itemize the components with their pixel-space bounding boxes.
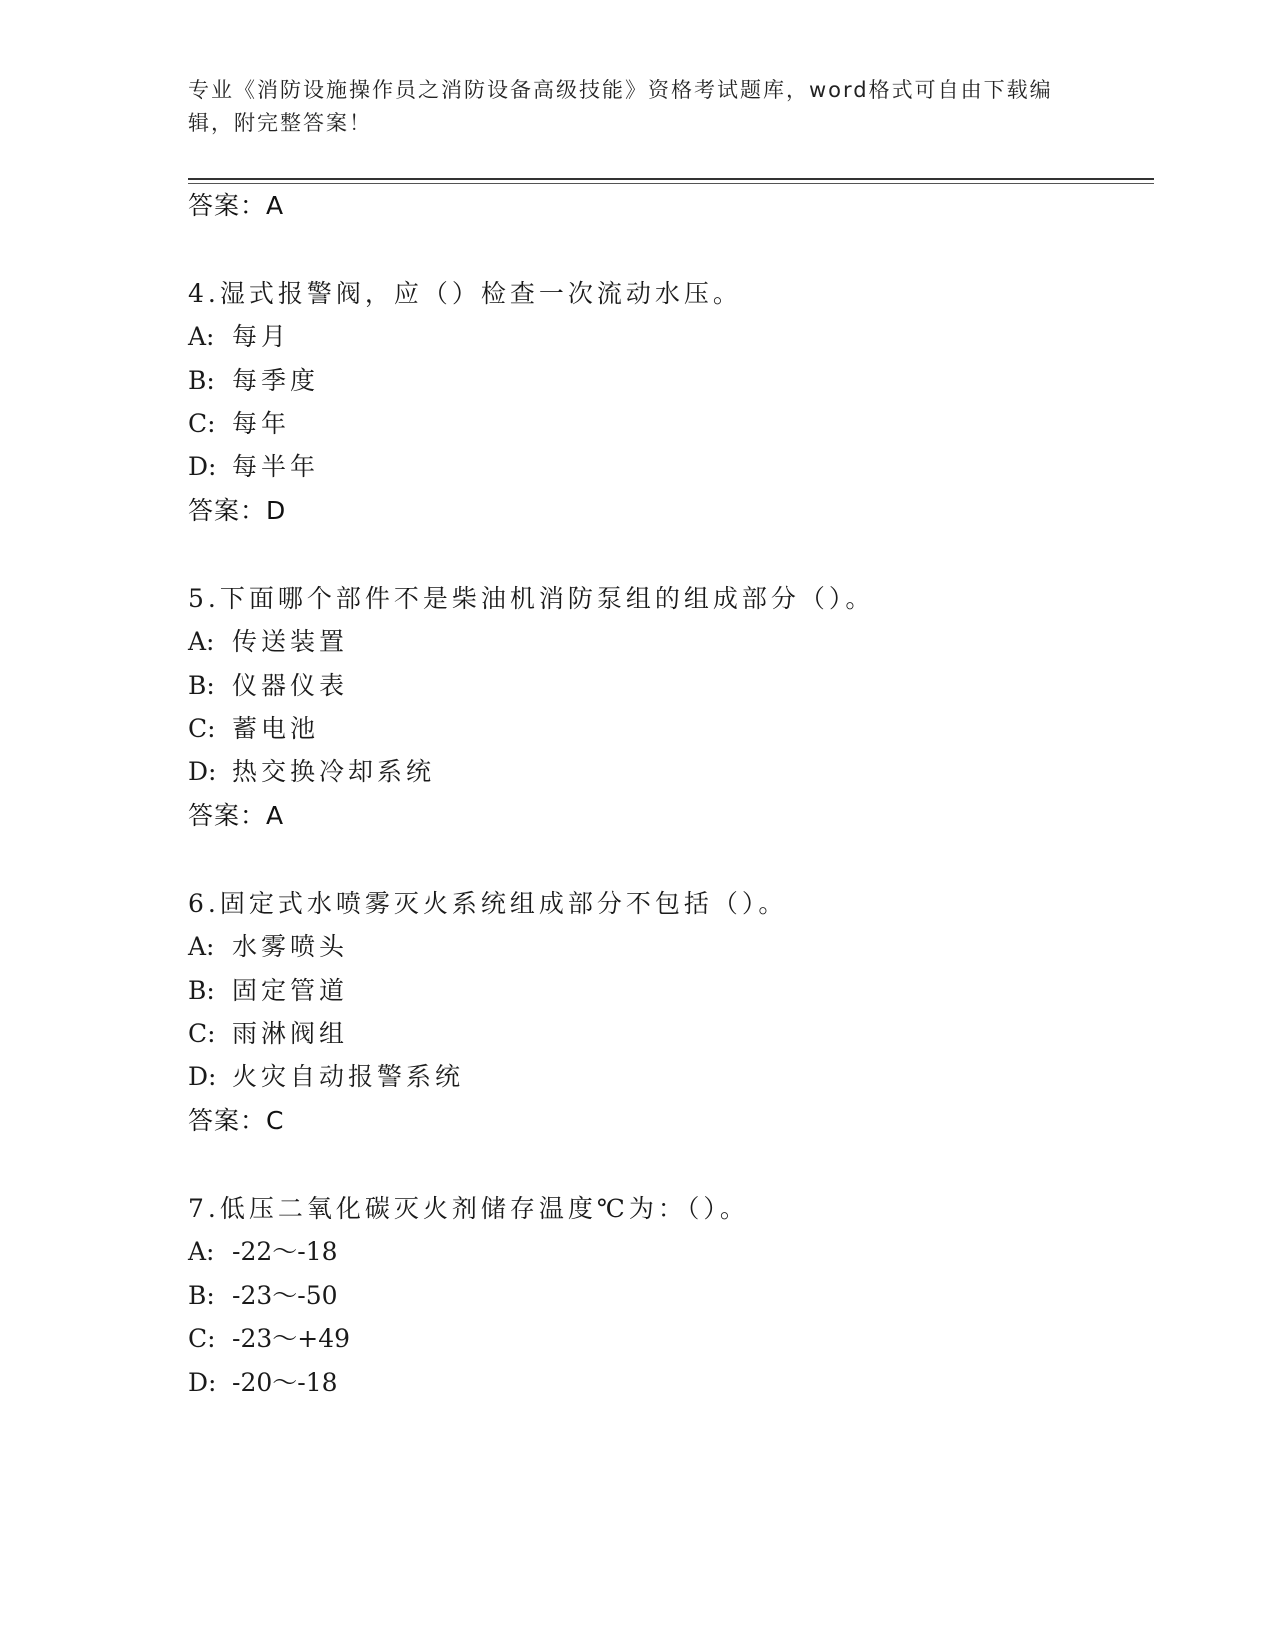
answer-4: 答案：D — [188, 496, 287, 525]
question-4: 4.湿式报警阀，应（）检查一次流动水压。 — [188, 279, 742, 308]
option-letter: A: — [188, 627, 215, 656]
option-letter: A: — [188, 1237, 215, 1266]
option-7d — [188, 1363, 338, 1399]
option-letter: B: — [188, 976, 215, 1005]
question-7: 7.低压二氧化碳灭火剂储存温度℃为：（）。 — [188, 1194, 749, 1223]
option-6d — [188, 1057, 464, 1093]
option-5b — [188, 666, 348, 702]
option-text: 固定管道 — [232, 976, 349, 1005]
option-text: 水雾喷头 — [232, 932, 349, 961]
document-intro: 专业《消防设施操作员之消防设备高级技能》资格考试题库，word格式可自由下载编辑，附完整答案！ — [188, 78, 1053, 135]
answer-prev: 答案：A — [188, 191, 285, 220]
option-letter: C: — [188, 714, 216, 743]
option-letter: D: — [188, 757, 217, 786]
option-text: 每年 — [232, 409, 291, 438]
option-letter: A: — [188, 932, 215, 961]
option-letter: D: — [188, 452, 217, 481]
option-5a — [188, 622, 348, 658]
option-text: 仪器仪表 — [232, 671, 349, 700]
option-letter: B: — [188, 1281, 215, 1310]
option-letter: A: — [188, 322, 215, 351]
option-letter: B: — [188, 366, 215, 395]
option-6b — [188, 971, 348, 1007]
option-5d — [188, 752, 435, 788]
option-text: -22～-18 — [232, 1237, 338, 1266]
answer-5: 答案：A — [188, 801, 285, 830]
option-6a — [188, 927, 348, 963]
option-text: 每季度 — [232, 366, 320, 395]
option-letter: B: — [188, 671, 215, 700]
option-4d — [188, 447, 319, 483]
option-6c — [188, 1014, 348, 1050]
option-text: 蓄电池 — [232, 714, 320, 743]
option-text: 雨淋阀组 — [232, 1019, 349, 1048]
option-letter: C: — [188, 1019, 216, 1048]
option-text: 每月 — [232, 322, 291, 351]
option-letter: D: — [188, 1368, 217, 1397]
answer-6: 答案：C — [188, 1106, 285, 1135]
question-5: 5.下面哪个部件不是柴油机消防泵组的组成部分（）。 — [188, 584, 875, 613]
question-6: 6.固定式水喷雾灭火系统组成部分不包括（）。 — [188, 889, 788, 918]
option-text: -23～-50 — [232, 1281, 338, 1310]
option-4c — [188, 404, 290, 440]
option-letter: C: — [188, 1324, 216, 1353]
header-divider-thick — [188, 178, 1154, 180]
option-5c — [188, 709, 319, 745]
option-text: -23～+49 — [232, 1324, 351, 1353]
option-4a — [188, 317, 290, 353]
option-text: 热交换冷却系统 — [232, 757, 436, 786]
option-4b — [188, 361, 319, 397]
option-7b — [188, 1276, 338, 1312]
option-text: 传送装置 — [232, 627, 349, 656]
option-text: 每半年 — [232, 452, 320, 481]
option-letter: D: — [188, 1062, 217, 1091]
option-7a — [188, 1232, 338, 1268]
option-text: -20～-18 — [232, 1368, 338, 1397]
option-text: 火灾自动报警系统 — [232, 1062, 465, 1091]
option-7c — [188, 1319, 350, 1355]
header-divider-thin — [188, 183, 1154, 184]
option-letter: C: — [188, 409, 216, 438]
